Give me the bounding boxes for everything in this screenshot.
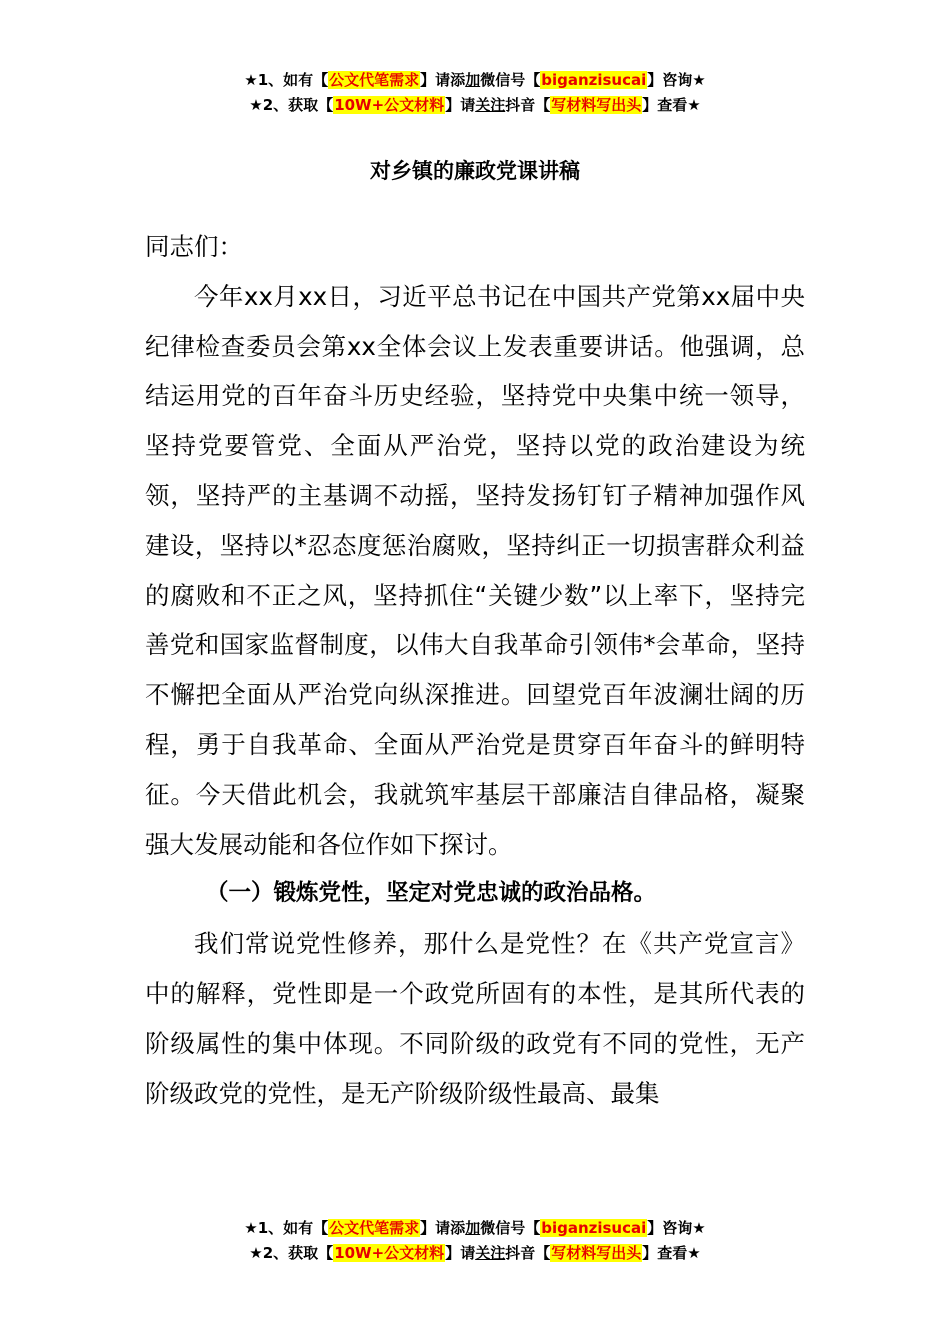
banner-text: 微信号【 (480, 1219, 541, 1237)
service-highlight: 公文代笔需求 (329, 71, 420, 89)
banner-text: 】咨询★ (647, 71, 706, 89)
salutation: 同志们： (145, 232, 243, 261)
section-heading: （一）锻炼党性，坚定对党忠诚的政治品格。 (206, 880, 657, 907)
banner-text: 】请添 (420, 71, 466, 89)
materials-highlight: 10W+公文材料 (334, 1244, 445, 1262)
banner-underlined-text: 关注 (475, 1244, 506, 1262)
banner-text: 】查看★ (642, 96, 701, 114)
banner-line-2 (0, 93, 950, 118)
banner-text: ★2、获取【 (249, 96, 334, 114)
banner-text: ★1、如有【 (244, 1219, 329, 1237)
wechat-id-highlight: biganzisucai (541, 71, 647, 89)
banner-line-2 (0, 1241, 950, 1266)
banner-underlined-text: 加 (465, 1219, 481, 1237)
banner-line-1 (0, 68, 950, 93)
douyin-account-highlight: 写材料写出头 (551, 1244, 642, 1262)
footer-banner (0, 1216, 950, 1266)
banner-text: 】请添 (420, 1219, 466, 1237)
service-highlight: 公文代笔需求 (329, 1219, 420, 1237)
materials-highlight: 10W+公文材料 (334, 96, 445, 114)
banner-underlined-text: 关注 (475, 96, 506, 114)
banner-text: 抖音【 (505, 1244, 551, 1262)
banner-text: ★2、获取【 (249, 1244, 334, 1262)
wechat-id-highlight: biganzisucai (541, 1219, 647, 1237)
banner-text: 】请 (445, 96, 476, 114)
paragraph: 我们常说党性修养，那什么是党性？在《共产党宣言》中的解释，党性即是一个政党所固有的本性，是其所代表的阶级属性的集中体现。不同阶级的政党有不同的党性，无产阶级政党的党性，是无产阶级阶级性最高、最集 (145, 929, 805, 1108)
douyin-account-highlight: 写材料写出头 (551, 96, 642, 114)
banner-underlined-text: 加 (465, 71, 481, 89)
banner-text: 】请 (445, 1244, 476, 1262)
banner-text: 】查看★ (642, 1244, 701, 1262)
document-title: 对乡镇的廉政党课讲稿 (370, 159, 580, 183)
paragraph: 今年xx月xx日，习近平总书记在中国共产党第xx届中央纪律检查委员会第xx全体会议上发表重要讲话。他强调，总结运用党的百年奋斗历史经验，坚持党中央集中统一领导，坚持党要管党、全面从严治党，坚持以党的政治建设为统领，坚持严的主基调不动摇，坚持发扬钉钉子精神加强作风建设，坚持以*忍态度惩治腐败，坚持纠正一切损害群众利益的腐败和不正之风，坚持抓住“关键少数”以上率下，坚持完善党和国家监督制度，以伟大自我革命引领伟*会革命，坚持不懈把全面从严治党向纵深推进。回望党百年波澜壮阔的历程，勇于自我革命、全面从严治党是贯穿百年奋斗的鲜明特征。今天借此机会，我就筑牢基层干部廉洁自律品格，凝聚强大发展动能和各位作如下探讨。 (145, 281, 805, 859)
header-banner (0, 68, 950, 118)
banner-text: ★1、如有【 (244, 71, 329, 89)
document-body (145, 222, 805, 1118)
banner-line-1 (0, 1216, 950, 1241)
banner-text: 】咨询★ (647, 1219, 706, 1237)
banner-text: 微信号【 (480, 71, 541, 89)
banner-text: 抖音【 (505, 96, 551, 114)
